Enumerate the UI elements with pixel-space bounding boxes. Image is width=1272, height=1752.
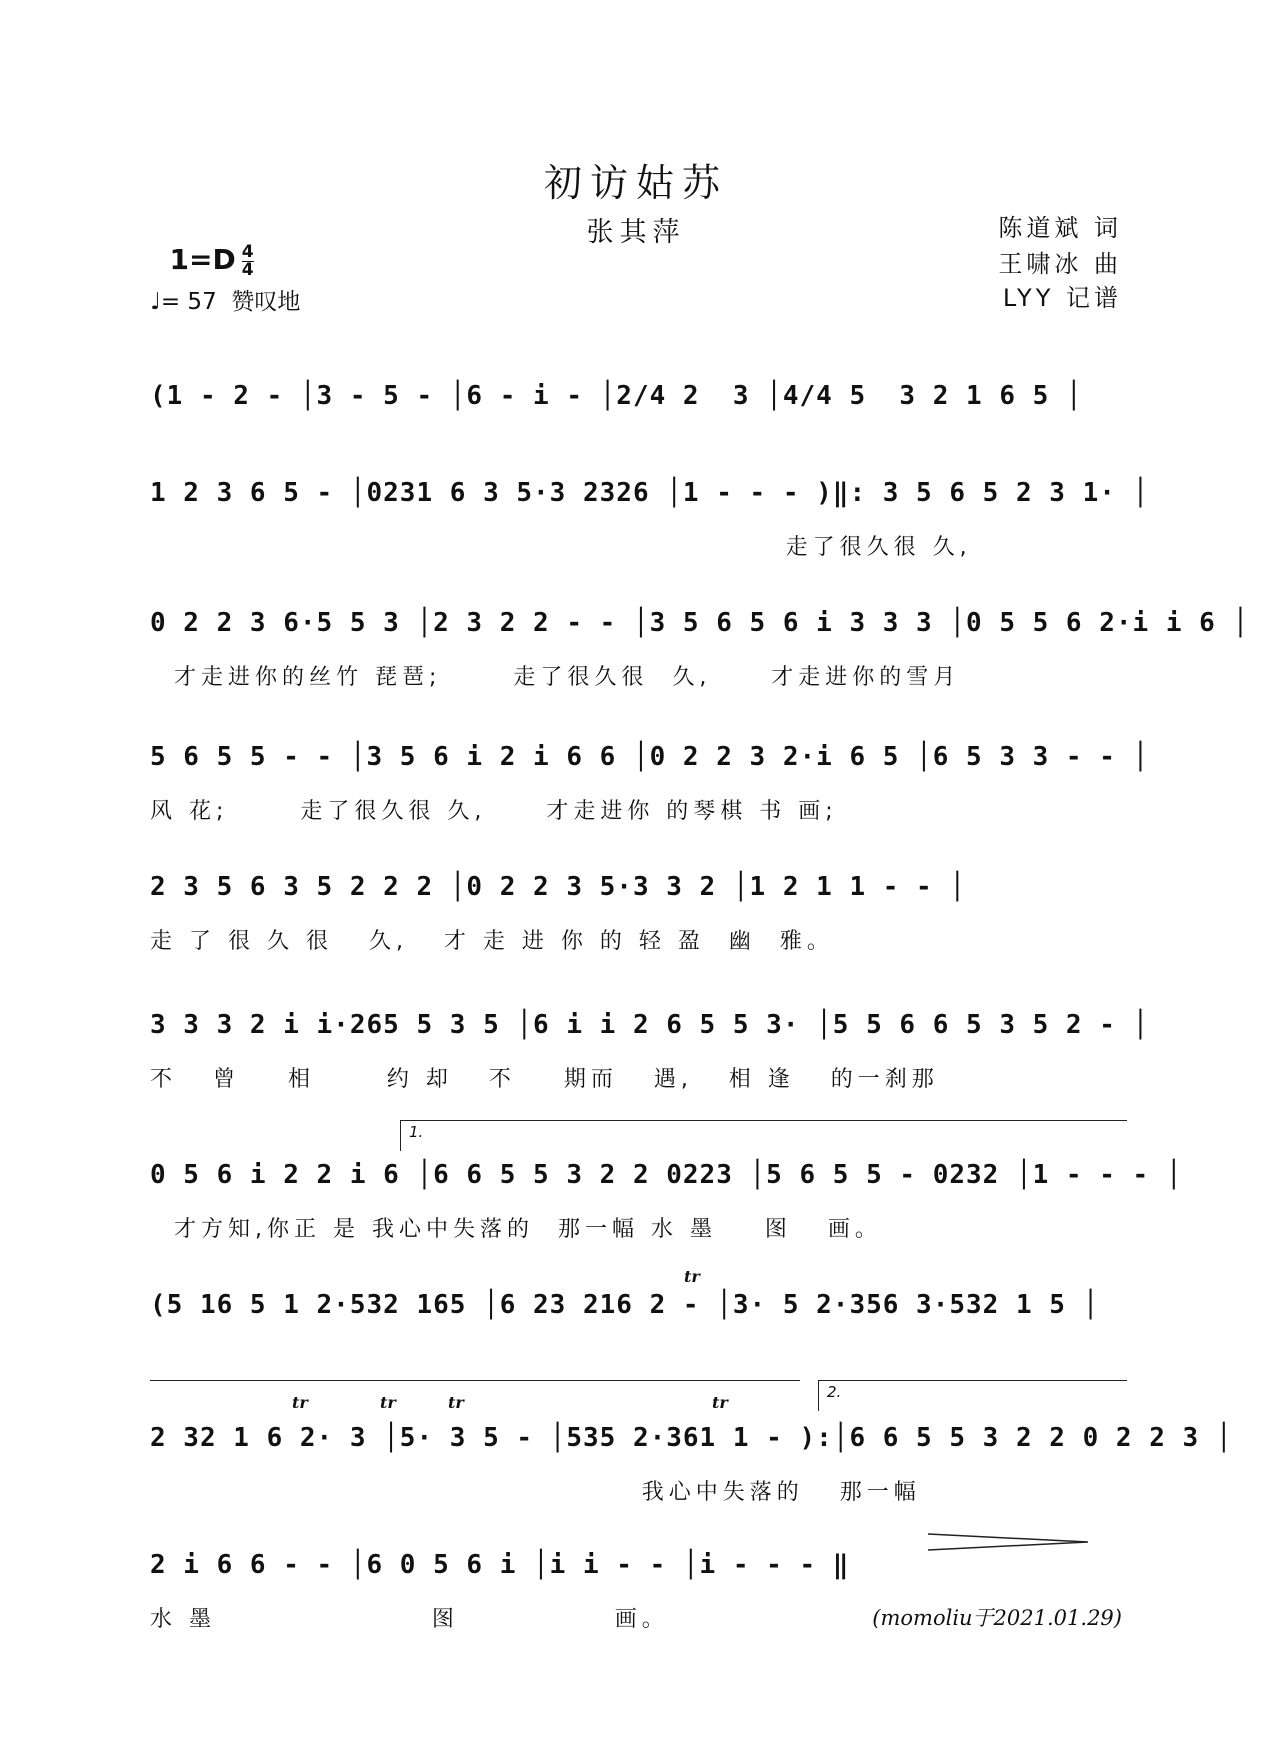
trill-mark: tr	[684, 1267, 700, 1286]
lyrics-line: 走 了 很 久 很 久, 才 走 进 你 的 轻 盈 幽 雅。	[150, 929, 834, 954]
lyrics-line: 才走进你的丝竹 琵琶; 走了很久很 久, 才走进你的雪月	[150, 665, 961, 690]
composer-credit: 王啸冰 曲	[998, 250, 1122, 278]
singer-name: 张其萍	[586, 217, 686, 248]
notes-line: 0 2 2 3 6·5 5 3 │2 3 2 2 - - │3 5 6 5 6 i 3 3 3 │0 5 5 6 2·i i 6 │	[150, 608, 1250, 638]
transcriber-signature: (momoliu于2021.01.29)	[872, 1606, 1122, 1630]
key-signature	[150, 210, 254, 279]
first-ending-label: 1.	[409, 1123, 424, 1141]
notes-line: 2 i 6 6 - - │6 0 5 6 i │i i - - │i - - - ‖	[150, 1550, 850, 1580]
notes-line: 1 2 3 6 5 - │0231 6 3 5·3 2326 │1 - - - )‖: 3 5 6 5 2 3 1· │	[150, 478, 1150, 508]
tempo-marking: ♩= 57 赞叹地	[150, 289, 301, 315]
notes-line: 5 6 5 5 - - │3 5 6 i 2 i 6 6 │0 2 2 3 2·i 6 5 │6 5 3 3 - - │	[150, 742, 1150, 772]
first-ending-bracket	[400, 1120, 1127, 1151]
lyrics-line: 我心中失落的 那一幅	[150, 1480, 921, 1505]
notes-line: 3 3 3 2 i i·265 5 3 5 │6 i i 2 6 5 5 3· │5 5 6 6 5 3 5 2 - │	[150, 1010, 1150, 1040]
second-ending-label: 2.	[827, 1383, 842, 1401]
notes-line: 2 3 5 6 3 5 2 2 2 │0 2 2 3 5·3 3 2 │1 2 1 1 - - │	[150, 872, 967, 902]
trill-mark: tr	[448, 1393, 464, 1412]
notes-line: 0 5 6 i 2 2 i 6 │6 6 5 5 3 2 2 0223 │5 6 5 5 - 0232 │1 - - - │	[150, 1160, 1183, 1190]
lyrics-line: 风 花; 走了很久很 久, 才走进你 的琴棋 书 画;	[150, 799, 838, 824]
key-label: 1=D	[169, 243, 236, 276]
trill-mark: tr	[292, 1393, 308, 1412]
lyrics-line: 才方知,你正 是 我心中失落的 那一幅 水 墨 图 画。	[150, 1217, 882, 1242]
lyrics-line: 不 曾 相 约 却 不 期而 遇, 相 逢 的一刹那	[150, 1067, 939, 1092]
time-signature	[241, 241, 254, 280]
transcriber-credit: LYY 记谱	[1002, 284, 1122, 312]
trill-mark: tr	[712, 1393, 728, 1412]
lyrics-line: 走了很久很 久,	[150, 535, 972, 560]
notes-line: (5 16 5 1 2·532 165 │6 23 216 2 - │3· 5 2·356 3·532 1 5 │	[150, 1290, 1100, 1320]
notes-line: (1 - 2 - │3 - 5 - │6 - i - │2/4 2 3 │4/4 5 3 2 1 6 5 │	[150, 381, 1083, 411]
second-ending-bracket	[818, 1380, 1127, 1411]
time-signature-top: 4	[241, 241, 254, 262]
decrescendo-hairpin	[928, 1530, 1090, 1554]
notes-line: 2 32 1 6 2· 3 │5· 3 5 - │535 2·361 1 - ):│6 6 5 5 3 2 2 0 2 2 3 │	[150, 1423, 1233, 1453]
lyricist-credit: 陈道斌 词	[998, 214, 1122, 242]
repeat-section-bracket	[150, 1380, 800, 1411]
trill-mark: tr	[380, 1393, 396, 1412]
time-signature-bottom: 4	[241, 259, 254, 280]
lyrics-line: 水 墨 图 画。	[150, 1607, 669, 1632]
song-title: 初访姑苏	[543, 161, 728, 205]
